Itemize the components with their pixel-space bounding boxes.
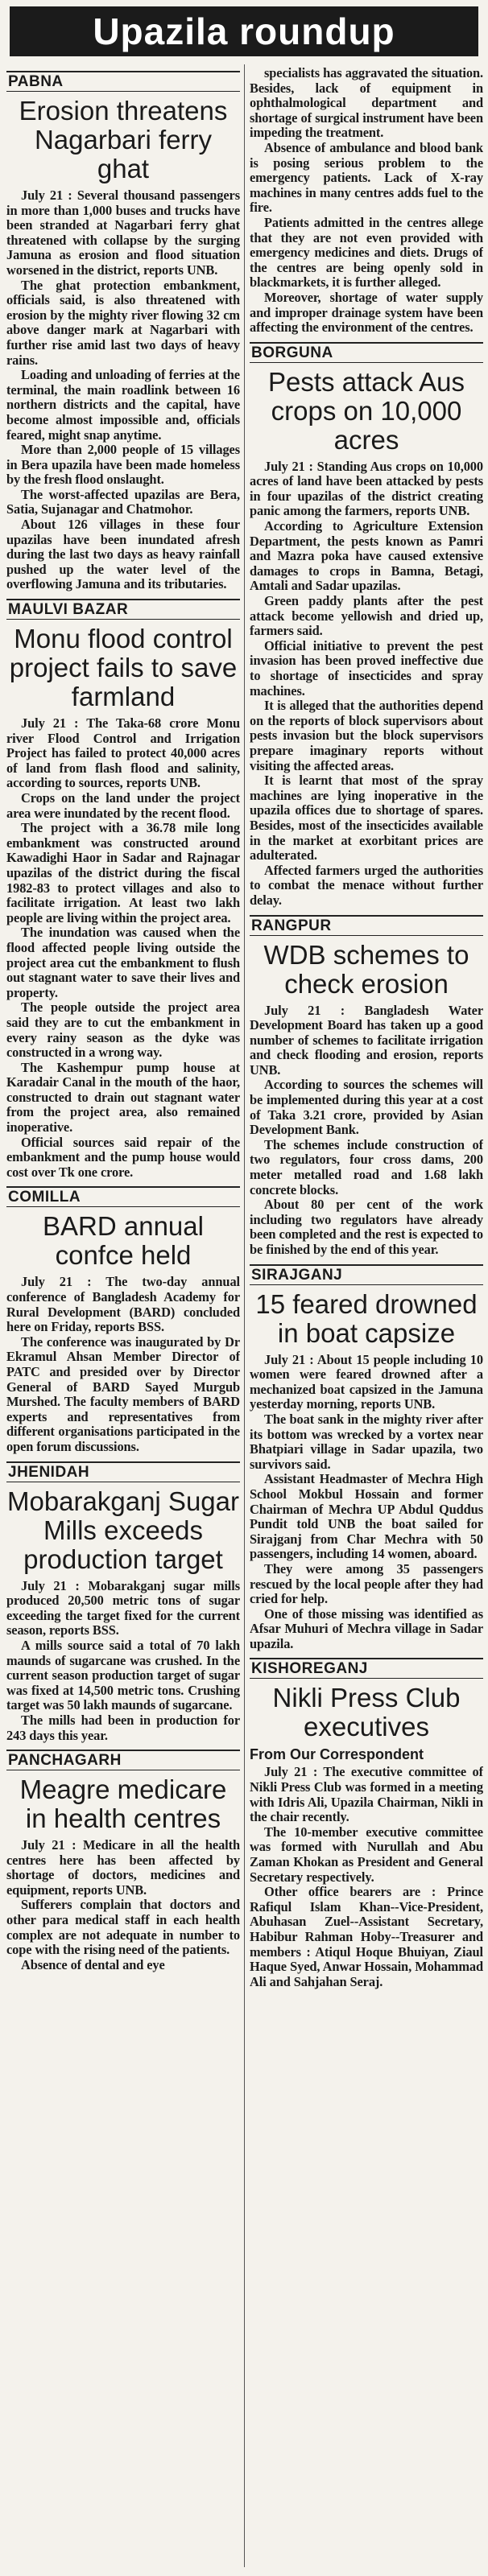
location-tag: RANGPUR (250, 915, 483, 936)
story-paragraph: The inundation was caused when the flood affected people living outside the project area cut the embankment to flush out stagnant water to save their lives and property. (6, 925, 240, 1000)
story-paragraph: One of those missing was identified as Afsar Muhuri of Mechra village in Sadar upazila. (250, 1605, 483, 1651)
location-tag: PANCHAGARH (6, 1750, 240, 1770)
story-paragraph: The worst-affected upazilas are Bera, Satia, Sujanagar and Chatmohor. (6, 486, 240, 517)
story-paragraph: specialists has aggravated the situation. Besides, lack of equipment in ophthalmological department and shortage of surgical instrument have been impeding the treatment. (250, 66, 483, 141)
story-paragraph: July 21 : The Taka-68 crore Monu river Flood Control and Irrigation Project has failed to protect 40,000 acres of land from flash flood and salinity, according to sources, reports UNB. (6, 715, 240, 791)
news-story (6, 71, 240, 592)
story-paragraph: July 21 : The two-day annual conference of Bangladesh Academy for Rural Development (BARD) concluded here on Friday, reports BSS. (6, 1274, 240, 1335)
story-paragraph: Assistant Headmaster of Mechra High School Mokbul Hossain and former Chairman of Mechra UP Abdul Quddus Pundit told UNB the boat sailed for Sirajganj from Char Mechra with 50 passengers, including 14 women, aboard. (250, 1471, 483, 1562)
story-headline: Pests attack Aus crops on 10,000 acres (268, 366, 465, 455)
news-story (250, 342, 483, 909)
right-column (250, 66, 483, 2561)
location-tag: MAULVI BAZAR (6, 599, 240, 620)
story-paragraph: It is alleged that the authorities depend on the reports of block supervisors about pests invasion but the block supervisors prepare imaginary reports without visiting the affected areas. (250, 698, 483, 773)
story-paragraph: Absence of ambulance and blood bank is posing serious problem to the emergency patients. Lack of X-ray machines in many centres adds fuel to the fire. (250, 139, 483, 216)
story-paragraph: The project with a 36.78 mile long embankment was constructed around Kawadighi Haor in Sadar and Rajnagar upazilas of the district during the fiscal 1982-83 to protect villages and also to facilitate irrigation. At least two lakh people are living within the project area. (6, 820, 240, 925)
story-headline: Meagre medicare in health centres (19, 1774, 227, 1834)
story-paragraph: Patients admitted in the centres allege that they are not even provided with emergency medicines and diets. Drugs of the centres are being openly sold in blackmarkets, it is further alleged. (250, 214, 483, 291)
story-paragraph: July 21 : Medicare in all the health centres here has been affected by shortage of doctors, medicines and equipment, reports UNB. (6, 1837, 240, 1898)
news-story (250, 66, 483, 336)
story-headline: Erosion threatens Nagarbari ferry ghat (19, 96, 228, 183)
location-tag: BORGUNA (250, 342, 483, 363)
story-paragraph: The people outside the project area said they are to cut the embankment in every rainy season as the dyke was constructed in a wrong way. (6, 999, 240, 1061)
story-paragraph: Loading and unloading of ferries at the terminal, the main roadlink between 16 northern districts and the capital, have become almost impossible and, officials feared, might snap anytime. (6, 367, 240, 443)
story-paragraph: They were among 35 passengers rescued by the local people after they had cried for help. (250, 1560, 483, 1607)
story-paragraph: Official initiative to prevent the pest invasion has been proved ineffective due to shortage of insecticides and spray machines. (250, 637, 483, 699)
story-headline: Monu flood control project fails to save farmland (9, 624, 238, 712)
story-paragraph: Green paddy plants after the pest attack become yellowish and dried up, farmers said. (250, 593, 483, 639)
left-column (6, 66, 240, 2561)
story-paragraph: The schemes include construction of two regulators, four cross dams, 200 meter metalled road and 1.68 lakh concrete blocks. (250, 1136, 483, 1197)
story-headline: BARD annual confce held (43, 1211, 204, 1271)
news-story (6, 1461, 240, 1744)
story-paragraph: July 21 : Several thousand passengers in more than 1,000 buses and trucks have been stranded at Nagarbari ferry ghat threatened with collapse by the surging Jamuna as erosion and flood situation worsened in the district, reports UNB. (6, 188, 240, 278)
story-headline: WDB schemes to check erosion (263, 939, 469, 999)
story-paragraph: Crops on the land under the project area were inundated by the recent flood. (6, 790, 240, 821)
story-paragraph: Sufferers complain that doctors and other para medical staff in each health complex are not adequate in number to cope with the rising need of the patients. (6, 1897, 240, 1958)
story-paragraph: According to sources the schemes will be implemented during this year at a cost of Taka 3.21 crore, provided by Asian Development Bank. (250, 1077, 483, 1138)
story-headline: Mobarakganj Sugar Mills exceeds production target (6, 1486, 239, 1574)
story-paragraph: The ghat protection embankment, officials said, is also threatened with erosion by the mighty river flowing 32 cm above danger mark at Nagarbari with further rise amid last two days of heavy rains. (6, 277, 240, 368)
news-story (6, 599, 240, 1180)
news-story (6, 1750, 240, 1972)
news-story (250, 915, 483, 1258)
story-paragraph: About 80 per cent of the work including two regulators have already been completed and the rest is expected to be finished by the end of this year. (250, 1197, 483, 1257)
story-paragraph: The 10-member executive committee was formed with Nurullah and Abu Zaman Khokan as President and General Secretary respectively. (250, 1824, 483, 1885)
news-story (6, 1186, 240, 1454)
location-tag: KISHOREGANJ (250, 1658, 483, 1679)
story-paragraph: More than 2,000 people of 15 villages in Bera upazila have been made homeless by the fresh flood onslaught. (6, 442, 240, 488)
story-paragraph: The Kashempur pump house at Karadair Canal in the mouth of the haor, constructed to drain out stagnant water from the project area, also remained inoperative. (6, 1059, 240, 1136)
story-paragraph: July 21 : About 15 people including 10 women were feared drowned after a mechanized boat capsized in the Jamuna yesterday morning, reports UNB. (250, 1351, 483, 1412)
news-story (250, 1264, 483, 1652)
story-byline: From Our Correspondent (250, 1746, 424, 1763)
location-tag: PABNA (6, 71, 240, 92)
story-paragraph: Affected farmers urged the authorities to combat the menace without further delay. (250, 862, 483, 908)
story-paragraph: A mills source said a total of 70 lakh maunds of sugarcane was crushed. In the current season production target of sugar was fixed at 14,500 metric tons. Crushing target was 50 lakh maunds of sugarcane. (6, 1637, 240, 1713)
section-banner: Upazila roundup (10, 6, 478, 56)
story-paragraph: The conference was inaugurated by Dr Ekramul Ahsan Member Director of PATC and presided over by Director General of BARD Sayed Murgub Murshed. The faculty members of BARD experts and representatives from different organisations participated in the open forum discussions. (6, 1333, 240, 1454)
story-paragraph: July 21 : Bangladesh Water Development Board has taken up a good number of schemes to facilitate irrigation and check flooding and erosion, reports UNB. (250, 1002, 483, 1078)
story-paragraph: The mills had been in production for 243 days this year. (6, 1712, 240, 1743)
news-story (250, 1658, 483, 1989)
story-paragraph: July 21 : The executive committee of Nikli Press Club was formed in a meeting with Idris Ali, Upazila Chairman, Nikli in the chair recently. (250, 1764, 483, 1825)
story-headline: Nikli Press Club executives (272, 1683, 461, 1742)
story-paragraph: The boat sank in the mighty river after its bottom was wrecked by a vortex near Bhatpiari village in Sadar upazila, two survivors said. (250, 1411, 483, 1472)
column-divider (244, 64, 245, 2567)
story-paragraph: Other office bearers are : Prince Rafiqul Islam Khan--Vice-President, Abuhasan Zuel--Assistant Secretary, Habibur Rahman Hoby--Treasurer and members : Atiqul Hoque Bhuiyan, Ziaul Haque Syed, Anwar Hossain, Mohammad Ali and Sahjahan Seraj. (250, 1884, 483, 1989)
location-tag: JHENIDAH (6, 1461, 240, 1482)
location-tag: SIRAJGANJ (250, 1264, 483, 1285)
story-paragraph: According to Agriculture Extension Department, the pests known as Pamri and Mazra poka have caused extensive damages to crops in Bamna, Betagi, Amtali and Sadar upazilas. (250, 518, 483, 594)
story-paragraph: Official sources said repair of the embankment and the pump house would cost over Tk one crore. (6, 1134, 240, 1180)
story-paragraph: Absence of dental and eye (21, 1956, 165, 1972)
story-paragraph: About 126 villages in these four upazilas have been inundated afresh during the last two days as heavy rainfall pushed up the water level of the overflowing Jamuna and its tributaries. (6, 517, 240, 592)
story-paragraph: July 21 : Standing Aus crops on 10,000 acres of land have been attacked by pests in four upazilas of the district creating panic among the farmers, reports UNB. (250, 458, 483, 519)
story-paragraph: It is learnt that most of the spray machines are lying inoperative in the upazila offices due to shortage of spares. Besides, most of the insecticides available in the market at exorbitant prices are adulterated. (250, 773, 483, 863)
location-tag: COMILLA (6, 1186, 240, 1207)
story-paragraph: July 21 : Mobarakganj sugar mills produced 20,500 metric tons of sugar exceeding the target fixed for the current season, reports BSS. (6, 1577, 240, 1638)
story-headline: 15 feared drowned in boat capsize (255, 1288, 478, 1348)
story-paragraph: Moreover, shortage of water supply and improper drainage system have been affecting the environment of the centres. (250, 289, 483, 336)
